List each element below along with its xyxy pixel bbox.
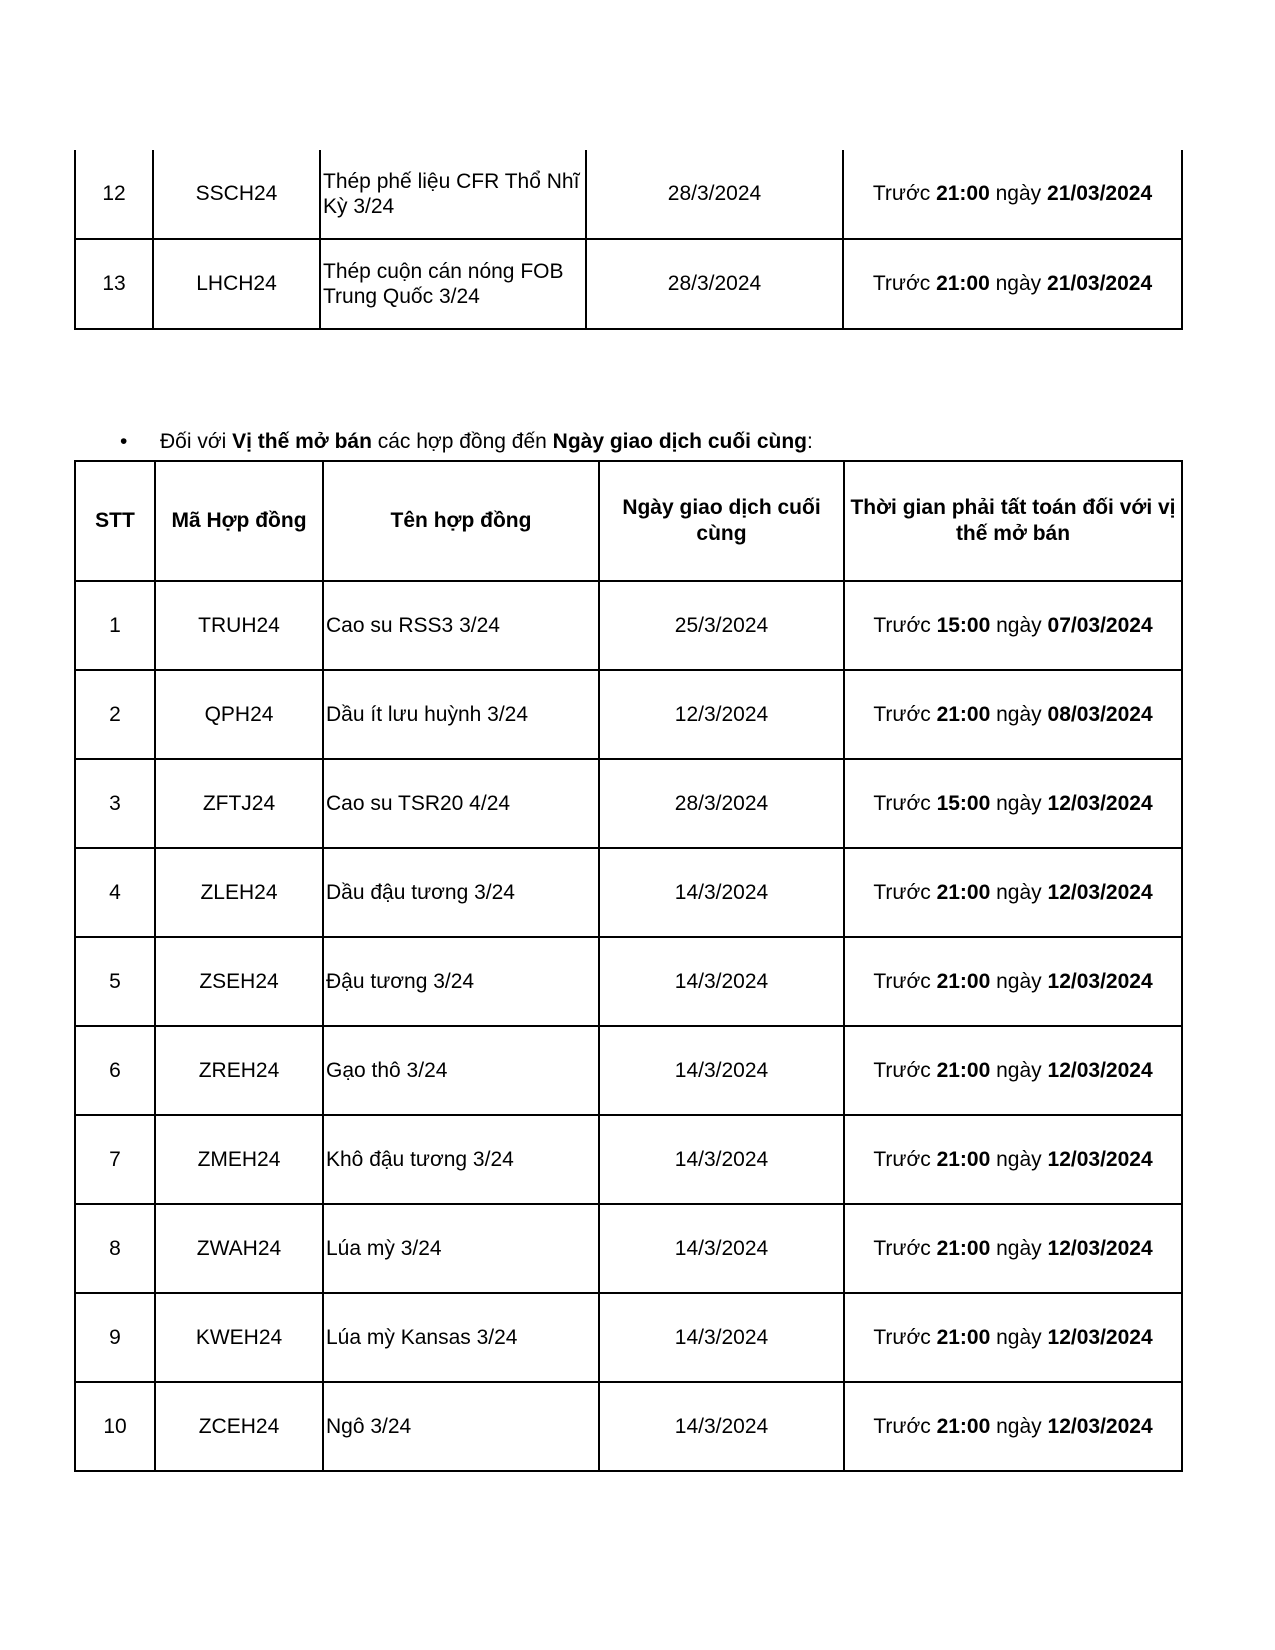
deadline-date: 12/03/2024	[1047, 1147, 1153, 1171]
intro-bold-last-day: Ngày giao dịch cuối cùng	[552, 430, 808, 453]
cell-contract-name: Thép cuộn cán nóng FOB Trung Quốc 3/24	[320, 239, 586, 329]
intro-bold-position: Vị thế mở bán	[232, 430, 372, 453]
table-row	[75, 1115, 1182, 1204]
cell-contract-name: Lúa mỳ 3/24	[323, 1204, 599, 1293]
deadline-prefix: Trước	[873, 1058, 937, 1082]
deadline-prefix: Trước	[872, 182, 937, 205]
deadline-time: 15:00	[936, 791, 991, 815]
intro-text-part: các hợp đồng đến	[371, 430, 553, 453]
deadline-mid: ngày	[990, 791, 1048, 815]
cell-stt: 2	[75, 670, 155, 759]
deadline-time: 21:00	[936, 969, 991, 993]
cell-settlement-deadline	[844, 759, 1182, 848]
cell-contract-name: Ngô 3/24	[323, 1382, 599, 1471]
table-row	[75, 1293, 1182, 1382]
cell-stt: 1	[75, 581, 155, 670]
cell-contract-name: Cao su RSS3 3/24	[323, 581, 599, 670]
cell-contract-name: Thép phế liệu CFR Thổ Nhĩ Kỳ 3/24	[320, 150, 586, 239]
cell-settlement-deadline	[844, 1382, 1182, 1471]
cell-contract-name: Dầu đậu tương 3/24	[323, 848, 599, 937]
short-position-contracts-table	[74, 460, 1183, 1472]
cell-last-trading-day: 12/3/2024	[599, 670, 844, 759]
deadline-time: 21:00	[936, 702, 991, 726]
deadline-prefix: Trước	[873, 1414, 937, 1438]
deadline-mid: ngày	[990, 1325, 1048, 1349]
cell-settlement-deadline	[843, 239, 1182, 329]
deadline-date: 07/03/2024	[1047, 613, 1153, 637]
deadline-date: 12/03/2024	[1047, 1236, 1153, 1260]
cell-stt: 5	[75, 937, 155, 1026]
short-position-contracts-body	[75, 581, 1182, 1471]
cell-contract-code: ZWAH24	[155, 1204, 323, 1293]
deadline-date: 12/03/2024	[1047, 969, 1153, 993]
cell-settlement-deadline	[843, 150, 1182, 239]
table-row	[75, 150, 1182, 239]
cell-contract-code: ZMEH24	[155, 1115, 323, 1204]
header-settlement-deadline: Thời gian phải tất toán đối với vị thế mở bán	[844, 461, 1182, 581]
deadline-time: 21:00	[936, 182, 990, 205]
header-last-trading-day: Ngày giao dịch cuối cùng	[599, 461, 844, 581]
deadline-time: 21:00	[936, 1058, 991, 1082]
cell-contract-code: ZCEH24	[155, 1382, 323, 1471]
deadline-date: 12/03/2024	[1047, 880, 1153, 904]
cell-last-trading-day: 25/3/2024	[599, 581, 844, 670]
intro-text	[160, 428, 813, 456]
cell-settlement-deadline	[844, 670, 1182, 759]
cell-stt: 7	[75, 1115, 155, 1204]
cell-contract-code: ZFTJ24	[155, 759, 323, 848]
deadline-date: 12/03/2024	[1047, 1325, 1153, 1349]
cell-settlement-deadline	[844, 1204, 1182, 1293]
intro-text-part: Đối với	[160, 430, 233, 453]
deadline-prefix: Trước	[873, 613, 937, 637]
continued-contracts-table	[74, 150, 1183, 330]
deadline-mid: ngày	[990, 880, 1048, 904]
cell-settlement-deadline	[844, 1026, 1182, 1115]
cell-contract-code: QPH24	[155, 670, 323, 759]
cell-stt: 3	[75, 759, 155, 848]
header-contract-name: Tên hợp đồng	[323, 461, 599, 581]
deadline-date: 08/03/2024	[1047, 702, 1153, 726]
deadline-mid: ngày	[990, 969, 1048, 993]
cell-settlement-deadline	[844, 581, 1182, 670]
deadline-mid: ngày	[989, 182, 1048, 205]
deadline-mid: ngày	[990, 613, 1048, 637]
deadline-date: 21/03/2024	[1047, 272, 1153, 295]
cell-contract-code: ZLEH24	[155, 848, 323, 937]
cell-last-trading-day: 28/3/2024	[586, 239, 843, 329]
bullet-icon: •	[120, 430, 128, 453]
deadline-mid: ngày	[990, 1147, 1048, 1171]
deadline-time: 21:00	[936, 1325, 991, 1349]
intro-text-part: :	[807, 430, 813, 453]
cell-last-trading-day: 14/3/2024	[599, 937, 844, 1026]
continued-contracts-body	[75, 150, 1182, 329]
deadline-prefix: Trước	[873, 969, 937, 993]
cell-last-trading-day: 14/3/2024	[599, 1382, 844, 1471]
table-row	[75, 848, 1182, 937]
deadline-prefix: Trước	[873, 1147, 937, 1171]
deadline-mid: ngày	[990, 1236, 1048, 1260]
deadline-prefix: Trước	[873, 791, 937, 815]
deadline-prefix: Trước	[873, 1236, 937, 1260]
cell-stt: 10	[75, 1382, 155, 1471]
cell-stt: 8	[75, 1204, 155, 1293]
deadline-prefix: Trước	[873, 1325, 937, 1349]
cell-stt: 4	[75, 848, 155, 937]
cell-contract-name: Lúa mỳ Kansas 3/24	[323, 1293, 599, 1382]
deadline-date: 12/03/2024	[1047, 791, 1153, 815]
deadline-mid: ngày	[989, 272, 1048, 295]
cell-last-trading-day: 28/3/2024	[586, 150, 843, 239]
table-row	[75, 581, 1182, 670]
cell-last-trading-day: 14/3/2024	[599, 1115, 844, 1204]
deadline-time: 21:00	[936, 880, 991, 904]
cell-contract-code: TRUH24	[155, 581, 323, 670]
cell-contract-name: Cao su TSR20 4/24	[323, 759, 599, 848]
cell-last-trading-day: 14/3/2024	[599, 1026, 844, 1115]
cell-stt: 6	[75, 1026, 155, 1115]
cell-last-trading-day: 14/3/2024	[599, 848, 844, 937]
cell-stt: 12	[75, 150, 153, 239]
deadline-time: 15:00	[936, 613, 991, 637]
table-header-row	[75, 461, 1182, 581]
table-row	[75, 937, 1182, 1026]
table-row	[75, 239, 1182, 329]
deadline-date: 12/03/2024	[1047, 1414, 1153, 1438]
table-row	[75, 670, 1182, 759]
deadline-date: 12/03/2024	[1047, 1058, 1153, 1082]
cell-settlement-deadline	[844, 937, 1182, 1026]
cell-settlement-deadline	[844, 1293, 1182, 1382]
table-row	[75, 1026, 1182, 1115]
deadline-mid: ngày	[990, 1058, 1048, 1082]
deadline-time: 21:00	[936, 1147, 991, 1171]
cell-contract-name: Khô đậu tương 3/24	[323, 1115, 599, 1204]
cell-last-trading-day: 28/3/2024	[599, 759, 844, 848]
deadline-prefix: Trước	[872, 272, 937, 295]
table-row	[75, 1382, 1182, 1471]
deadline-time: 21:00	[936, 1236, 991, 1260]
cell-settlement-deadline	[844, 848, 1182, 937]
cell-contract-code: ZREH24	[155, 1026, 323, 1115]
deadline-time: 21:00	[936, 1414, 991, 1438]
cell-settlement-deadline	[844, 1115, 1182, 1204]
cell-last-trading-day: 14/3/2024	[599, 1204, 844, 1293]
table-row	[75, 1204, 1182, 1293]
cell-contract-code: SSCH24	[153, 150, 320, 239]
header-stt: STT	[75, 461, 155, 581]
cell-contract-code: ZSEH24	[155, 937, 323, 1026]
cell-contract-name: Dầu ít lưu huỳnh 3/24	[323, 670, 599, 759]
cell-last-trading-day: 14/3/2024	[599, 1293, 844, 1382]
cell-contract-code: LHCH24	[153, 239, 320, 329]
deadline-prefix: Trước	[873, 880, 937, 904]
cell-contract-name: Đậu tương 3/24	[323, 937, 599, 1026]
deadline-time: 21:00	[936, 272, 990, 295]
cell-contract-code: KWEH24	[155, 1293, 323, 1382]
deadline-mid: ngày	[990, 1414, 1048, 1438]
table-row	[75, 759, 1182, 848]
header-contract-code: Mã Hợp đồng	[155, 461, 323, 581]
deadline-mid: ngày	[990, 702, 1048, 726]
deadline-date: 21/03/2024	[1047, 182, 1153, 205]
cell-stt: 13	[75, 239, 153, 329]
cell-contract-name: Gạo thô 3/24	[323, 1026, 599, 1115]
deadline-prefix: Trước	[873, 702, 937, 726]
cell-stt: 9	[75, 1293, 155, 1382]
